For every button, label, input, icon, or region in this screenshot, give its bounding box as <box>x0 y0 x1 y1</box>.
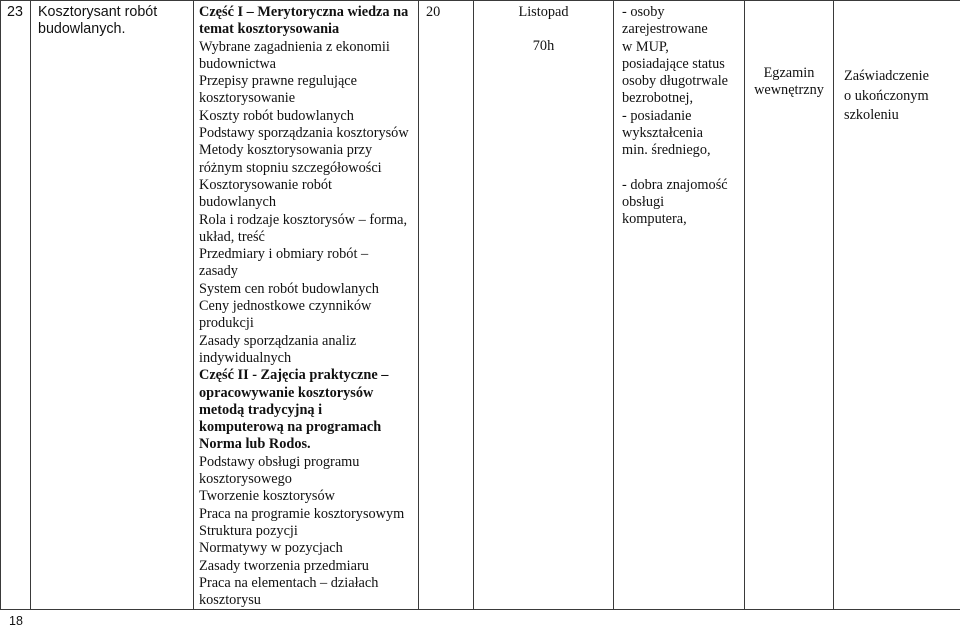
certificate-line: o ukończonym <box>844 87 929 104</box>
content-line: budownictwa <box>199 55 277 72</box>
requirement-line: zarejestrowane <box>622 21 708 38</box>
content-line: metodą tradycyjną i <box>199 401 323 418</box>
content-line: Norma lub Rodos. <box>199 436 311 453</box>
content-line: Przepisy prawne regulujące <box>199 73 357 90</box>
certificate-line: Zaświadczenie <box>844 68 929 84</box>
content-line: Wybrane zagadnienia z ekonomii <box>199 38 390 55</box>
page-number: 18 <box>9 614 23 628</box>
certificate-type <box>834 1 960 126</box>
content-line: Normatywy w pozycjach <box>199 540 343 557</box>
requirement-line: - dobra znajomość <box>622 176 728 193</box>
exam-line: Egzamin <box>763 65 815 81</box>
content-line: Ceny jednostkowe czynników <box>199 298 372 315</box>
course-name-line: Kosztorysant robót <box>38 4 158 20</box>
content-line: Podstawy sporządzania kosztorysów <box>199 125 409 142</box>
requirements <box>614 1 744 229</box>
content-line: produkcji <box>199 315 254 332</box>
content-line: różnym stopniu szczegółowości <box>199 159 382 176</box>
schedule <box>474 1 613 56</box>
participants-count: 20 <box>426 4 441 20</box>
content-line: Kosztorysowanie robót <box>199 176 333 193</box>
content-line: Zasady tworzenia przedmiaru <box>199 557 369 574</box>
content-line: budowlanych <box>199 194 277 211</box>
row-number: 23 <box>7 4 23 20</box>
content-line: Przedmiary i obmiary robót – <box>199 246 369 263</box>
content-line: Praca na elementach – działach <box>199 574 379 591</box>
content-line: Metody kosztorysowania przy <box>199 142 373 159</box>
participants-cell <box>419 1 474 610</box>
content-line: temat kosztorysowania <box>199 21 340 38</box>
requirements-cell <box>614 1 745 610</box>
content-line: kosztorysu <box>199 592 261 609</box>
content-line: System cen robót budowlanych <box>199 280 379 297</box>
requirement-line: min. średniego, <box>622 142 711 159</box>
exam-type <box>745 1 833 100</box>
exam-cell <box>745 1 834 610</box>
requirement-line: - osoby <box>622 4 665 20</box>
content-line: Struktura pozycji <box>199 522 298 539</box>
course-name-cell <box>31 1 194 610</box>
requirement-line: obsługi <box>622 193 665 210</box>
content-line: Część I – Merytoryczna wiedza na <box>199 4 409 20</box>
requirement-line: - posiadanie <box>622 107 692 124</box>
requirements-spacer <box>622 160 742 177</box>
schedule-month: Listopad <box>518 4 569 20</box>
content-line: kosztorysowanie <box>199 90 296 107</box>
certificate-cell <box>834 1 960 610</box>
requirements-group-registration <box>622 4 742 160</box>
content-line: Rola i rodzaje kosztorysów – forma, <box>199 211 408 228</box>
requirement-line: wykształcenia <box>622 125 703 142</box>
certificate-line: szkoleniu <box>844 107 899 123</box>
content-line: Zasady sporządzania analiz <box>199 332 357 349</box>
content-line: Koszty robót budowlanych <box>199 107 354 124</box>
table-row <box>1 1 960 610</box>
content-line: zasady <box>199 263 238 280</box>
content-line: Praca na programie kosztorysowym <box>199 505 405 522</box>
content-line: Tworzenie kosztorysów <box>199 488 335 505</box>
content-line: kosztorysowego <box>199 471 292 488</box>
schedule-cell <box>474 1 614 610</box>
requirement-line: posiadające status <box>622 55 725 72</box>
course-content-cell <box>194 1 419 610</box>
course-name <box>31 1 193 39</box>
course-content <box>194 1 418 609</box>
content-line: opracowywanie kosztorysów <box>199 384 374 401</box>
requirement-line: bezrobotnej, <box>622 90 694 107</box>
course-name-line: budowlanych. <box>38 21 126 38</box>
requirements-group-computer <box>622 177 742 229</box>
content-line: układ, treść <box>199 228 265 245</box>
requirement-line: w MUP, <box>622 38 669 55</box>
schedule-duration: 70h <box>532 38 555 55</box>
content-line: indywidualnych <box>199 349 292 366</box>
requirement-line: osoby długotrwale <box>622 73 729 90</box>
content-line: komputerową na programach <box>199 419 382 436</box>
requirement-line: komputera, <box>622 211 687 228</box>
exam-line: wewnętrzny <box>754 82 824 99</box>
content-line: Część II - Zajęcia praktyczne – <box>199 367 389 384</box>
row-number-cell <box>1 1 31 610</box>
content-line: Podstawy obsługi programu <box>199 453 360 470</box>
